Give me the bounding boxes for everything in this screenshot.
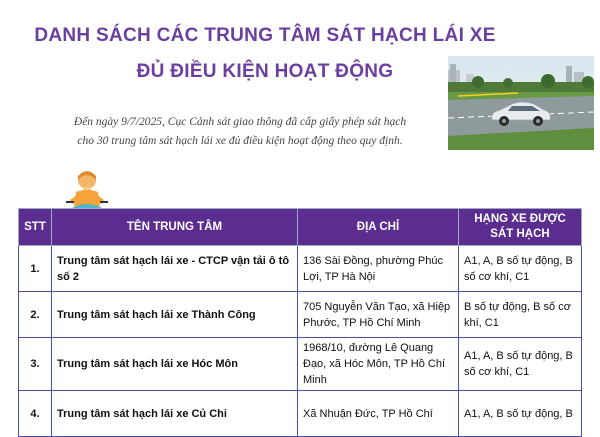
page-title-line2: ĐỦ ĐIỀU KIỆN HOẠT ĐỘNG [136,61,394,82]
driving-test-yard-photo [448,56,594,150]
header-vehicle-classes [459,209,582,246]
row-center-name: Trung tâm sát hạch lái xe Hóc Môn [52,338,298,391]
page-title-line1: DANH SÁCH CÁC TRUNG TÂM SÁT HẠCH LÁI XE [34,25,496,46]
header-center-name: TÊN TRUNG TÂM [52,209,298,246]
row-stt: 4. [19,391,52,437]
row-stt: 2. [19,292,52,338]
table-header-row [19,209,582,246]
table-row [19,338,582,391]
row-center-name: Trung tâm sát hạch lái xe Thành Công [52,292,298,338]
row-center-name: Trung tâm sát hạch lái xe Củ Chi [52,391,298,437]
row-stt: 3. [19,338,52,391]
row-center-name: Trung tâm sát hạch lái xe - CTCP vận tải ô tô số 2 [52,246,298,292]
row-vehicle-classes: B số tự động, B số cơ khí, C1 [459,292,582,338]
intro-line2: cho 30 trung tâm sát hạch lái xe đủ điều kiện hoạt động theo quy định. [77,135,403,147]
row-stt: 1. [19,246,52,292]
intro-line1: Đến ngày 9/7/2025, Cục Cảnh sát giao thông đã cấp giấy phép sát hạch [73,116,407,128]
header-address: ĐỊA CHỈ [298,209,459,246]
intro-paragraph [40,113,440,151]
row-address: 705 Nguyễn Văn Tạo, xã Hiệp Phước, TP Hồ Chí Minh [298,292,459,338]
header-stt: STT [19,209,52,246]
header-classes-line2: SÁT HẠCH [490,228,550,240]
row-address: 1968/10, đường Lê Quang Đạo, xã Hóc Môn, TP Hồ Chí Minh [298,338,459,391]
row-address: 136 Sài Đồng, phường Phúc Lợi, TP Hà Nội [298,246,459,292]
row-address: Xã Nhuận Đức, TP Hồ Chí [298,391,459,437]
table-row [19,391,582,437]
header-classes-line1: HẠNG XE ĐƯỢC [474,213,566,225]
table-row [19,246,582,292]
row-vehicle-classes: A1, A, B số tự động, B số cơ khí, C1 [459,246,582,292]
training-centers-table [18,208,582,437]
row-vehicle-classes: A1, A, B số tự động, B số cơ khí, C1 [459,338,582,391]
row-vehicle-classes: A1, A, B số tự động, B [459,391,582,437]
table-row [19,292,582,338]
